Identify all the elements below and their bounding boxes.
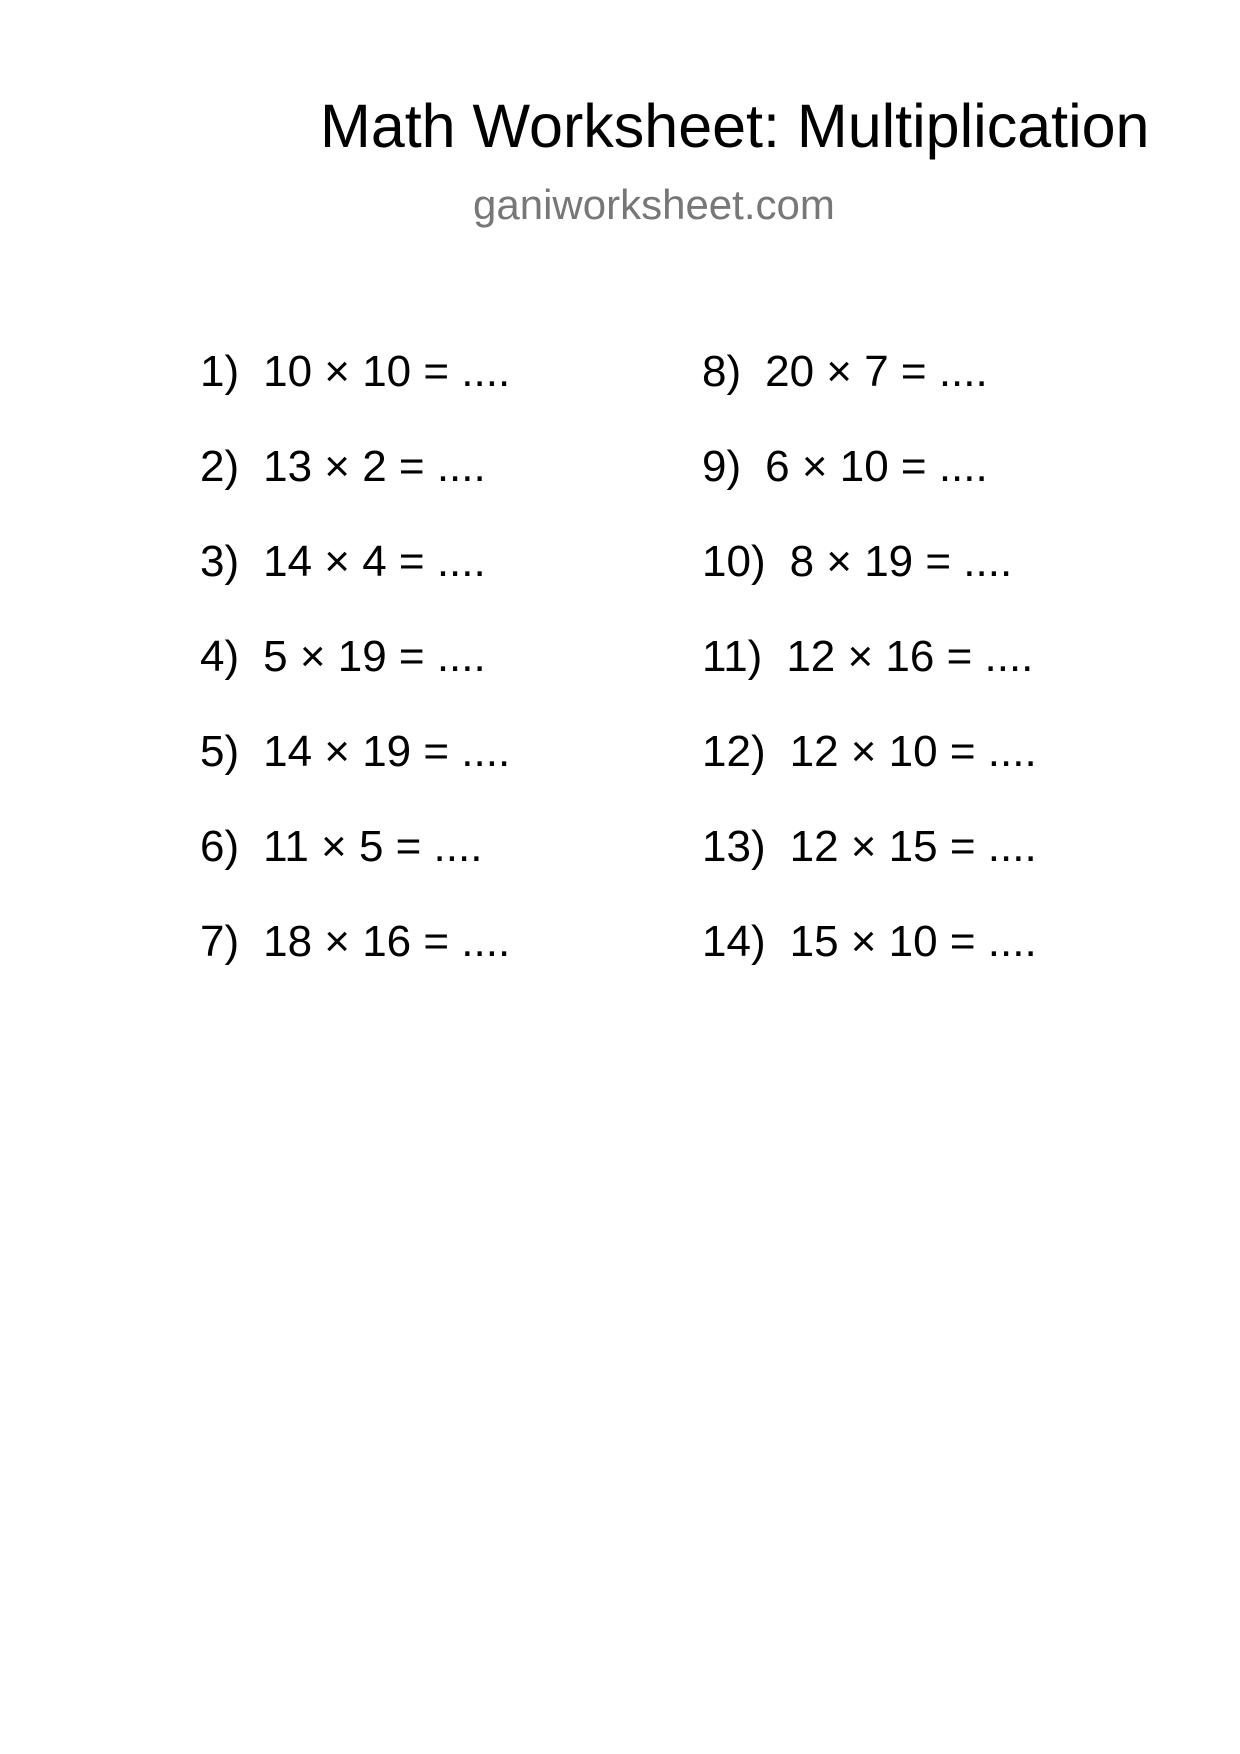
problem-number: 12): [702, 727, 766, 776]
problem-expression: 18 × 16 = ....: [263, 917, 511, 966]
problem-number: 10): [702, 537, 766, 586]
problem-number: 7): [200, 917, 240, 966]
problem-item: [200, 822, 510, 920]
problem-item: [702, 917, 1037, 1015]
problem-item: [200, 917, 511, 1015]
problem-number: 2): [200, 442, 240, 491]
problem-number: 6): [200, 822, 240, 871]
problem-item: [200, 537, 510, 635]
problem-expression: 14 × 19 = ....: [263, 727, 511, 776]
problem-expression: 12 × 15 = ....: [789, 822, 1037, 871]
problem-column-right: [702, 347, 1037, 1015]
problem-item: [702, 537, 1037, 635]
site-name: ganiworksheet.com: [473, 181, 835, 228]
problem-item: [200, 442, 510, 540]
problem-expression: 10 × 10 = ....: [263, 347, 511, 396]
problem-number: 3): [200, 537, 240, 586]
problem-expression: 15 × 10 = ....: [789, 917, 1037, 966]
problem-expression: 13 × 2 = ....: [263, 442, 486, 491]
problem-item: [200, 347, 511, 445]
problem-expression: 11 × 5 = ....: [263, 822, 483, 871]
problem-number: 11): [702, 632, 763, 681]
problem-item: [702, 727, 1037, 825]
problem-item: [702, 632, 1037, 730]
problem-item: [200, 632, 510, 730]
problem-expression: 8 × 19 = ....: [789, 537, 1013, 586]
problem-number: 8): [702, 347, 742, 396]
problem-item: [702, 347, 1037, 445]
problem-number: 14): [702, 917, 766, 966]
problem-expression: 14 × 4 = ....: [263, 537, 486, 586]
problem-number: 13): [702, 822, 766, 871]
problem-expression: 5 × 19 = ....: [263, 632, 486, 681]
problem-column-left: [200, 347, 511, 1015]
problem-number: 4): [200, 632, 240, 681]
problem-expression: 20 × 7 = ....: [765, 347, 988, 396]
problem-number: 1): [200, 347, 240, 396]
problem-number: 5): [200, 727, 240, 776]
problem-item: [200, 727, 511, 825]
problem-item: [702, 822, 1037, 920]
problem-expression: 12 × 16 = ....: [786, 632, 1034, 681]
problem-expression: 6 × 10 = ....: [765, 442, 988, 491]
problem-number: 9): [702, 442, 742, 491]
problem-expression: 12 × 10 = ....: [789, 727, 1037, 776]
page-title: Math Worksheet: Multiplication: [320, 92, 1150, 160]
problem-item: [702, 442, 1037, 540]
